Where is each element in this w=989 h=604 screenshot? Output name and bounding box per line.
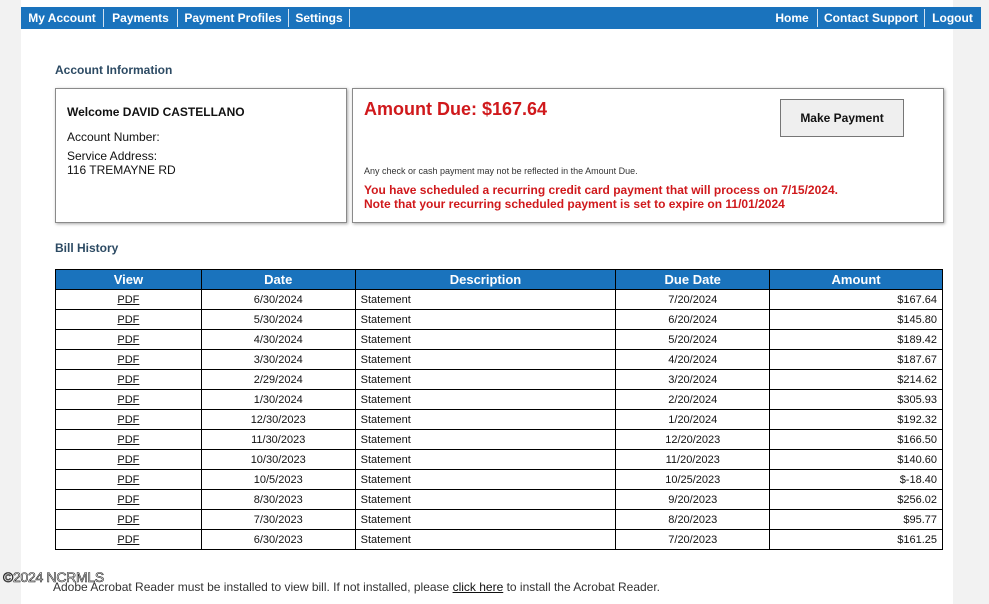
view-pdf-link[interactable]: PDF: [117, 353, 140, 366]
bill-amount-cell: $95.77: [770, 510, 943, 530]
bill-amount-cell: $214.62: [770, 370, 943, 390]
recurring-expiry-notice: Note that your recurring scheduled payment is set to expire on 11/01/2024: [364, 197, 785, 211]
bill-history-title: Bill History: [55, 241, 119, 255]
bill-date-cell: 1/30/2024: [201, 390, 355, 410]
table-row: [56, 430, 943, 450]
bill-date-cell: 3/30/2024: [201, 350, 355, 370]
bill-amount-cell: $305.93: [770, 390, 943, 410]
bill-amount-cell: $-18.40: [770, 470, 943, 490]
nav-my-account[interactable]: My Account: [28, 11, 96, 25]
nav-payment-profiles[interactable]: Payment Profiles: [184, 11, 282, 25]
bill-description-cell: Statement: [355, 330, 616, 350]
bill-due-date-cell: 4/20/2024: [616, 350, 770, 370]
bill-amount-cell: $166.50: [770, 430, 943, 450]
table-header-row: [56, 270, 943, 290]
bill-due-date-cell: 11/20/2023: [616, 450, 770, 470]
view-pdf-link[interactable]: PDF: [117, 313, 140, 326]
bill-date-cell: 6/30/2023: [201, 530, 355, 550]
column-header-view: View: [56, 270, 202, 290]
view-pdf-link[interactable]: PDF: [117, 413, 140, 426]
bill-due-date-cell: 3/20/2024: [616, 370, 770, 390]
bill-date-cell: 10/5/2023: [201, 470, 355, 490]
top-nav-bar: [21, 7, 981, 29]
bill-description-cell: Statement: [355, 310, 616, 330]
view-cell: [56, 490, 202, 510]
view-cell: [56, 330, 202, 350]
table-row: [56, 410, 943, 430]
table-row: [56, 370, 943, 390]
view-cell: [56, 430, 202, 450]
table-row: [56, 510, 943, 530]
bill-description-cell: Statement: [355, 290, 616, 310]
bill-due-date-cell: 7/20/2023: [616, 530, 770, 550]
bill-due-date-cell: 8/20/2023: [616, 510, 770, 530]
bill-description-cell: Statement: [355, 510, 616, 530]
view-cell: [56, 470, 202, 490]
bill-date-cell: 11/30/2023: [201, 430, 355, 450]
table-row: [56, 310, 943, 330]
bill-history-rows: [56, 290, 943, 550]
table-row: [56, 490, 943, 510]
bill-date-cell: 6/30/2024: [201, 290, 355, 310]
view-cell: [56, 390, 202, 410]
bill-amount-cell: $145.80: [770, 310, 943, 330]
bill-due-date-cell: 9/20/2023: [616, 490, 770, 510]
service-address-value: 116 TREMAYNE RD: [67, 163, 176, 177]
table-row: [56, 350, 943, 370]
amount-due: Amount Due: $167.64: [364, 99, 548, 119]
view-pdf-link[interactable]: PDF: [117, 513, 140, 526]
view-pdf-link[interactable]: PDF: [117, 293, 140, 306]
bill-date-cell: 2/29/2024: [201, 370, 355, 390]
view-pdf-link[interactable]: PDF: [117, 393, 140, 406]
column-header-description: Description: [355, 270, 616, 290]
acrobat-install-link[interactable]: click here: [452, 580, 504, 594]
bill-amount-cell: $161.25: [770, 530, 943, 550]
column-header-amount: Amount: [770, 270, 943, 290]
view-cell: [56, 450, 202, 470]
nav-logout[interactable]: Logout: [932, 11, 973, 25]
view-cell: [56, 290, 202, 310]
view-cell: [56, 510, 202, 530]
bill-due-date-cell: 7/20/2024: [616, 290, 770, 310]
view-pdf-link[interactable]: PDF: [117, 453, 140, 466]
acrobat-note-text: Adobe Acrobat Reader must be installed to view bill. If not installed, please: [53, 580, 453, 594]
bill-description-cell: Statement: [355, 370, 616, 390]
table-row: [56, 390, 943, 410]
bill-description-cell: Statement: [355, 390, 616, 410]
bill-description-cell: Statement: [355, 450, 616, 470]
table-row: [56, 330, 943, 350]
bill-due-date-cell: 1/20/2024: [616, 410, 770, 430]
bill-date-cell: 4/30/2024: [201, 330, 355, 350]
bill-due-date-cell: 5/20/2024: [616, 330, 770, 350]
bill-description-cell: Statement: [355, 430, 616, 450]
payment-reflection-notice: Any check or cash payment may not be reflected in the Amount Due.: [364, 166, 638, 176]
service-address-block: [67, 149, 176, 177]
column-header-date: Date: [201, 270, 355, 290]
view-pdf-link[interactable]: PDF: [117, 493, 140, 506]
nav-contact-support[interactable]: Contact Support: [824, 11, 918, 25]
bill-description-cell: Statement: [355, 350, 616, 370]
recurring-payment-notice: You have scheduled a recurring credit card payment that will process on 7/15/2024.: [364, 183, 838, 197]
view-pdf-link[interactable]: PDF: [117, 333, 140, 346]
bill-description-cell: Statement: [355, 410, 616, 430]
acrobat-reader-note: [53, 580, 660, 594]
table-row: [56, 290, 943, 310]
bill-amount-cell: $256.02: [770, 490, 943, 510]
nav-home[interactable]: Home: [775, 11, 809, 25]
bill-date-cell: 7/30/2023: [201, 510, 355, 530]
view-pdf-link[interactable]: PDF: [117, 473, 140, 486]
column-header-due-date: Due Date: [616, 270, 770, 290]
view-cell: [56, 310, 202, 330]
view-cell: [56, 410, 202, 430]
bill-date-cell: 8/30/2023: [201, 490, 355, 510]
bill-description-cell: Statement: [355, 490, 616, 510]
nav-settings[interactable]: Settings: [295, 11, 343, 25]
service-address-label: Service Address:: [67, 149, 158, 163]
bill-amount-cell: $140.60: [770, 450, 943, 470]
table-row: [56, 470, 943, 490]
view-pdf-link[interactable]: PDF: [117, 433, 140, 446]
bill-amount-cell: $187.67: [770, 350, 943, 370]
make-payment-button[interactable]: Make Payment: [780, 99, 904, 137]
bill-due-date-cell: 2/20/2024: [616, 390, 770, 410]
bill-description-cell: Statement: [355, 470, 616, 490]
bill-date-cell: 10/30/2023: [201, 450, 355, 470]
nav-divider: [349, 9, 350, 27]
view-cell: [56, 370, 202, 390]
bill-date-cell: 12/30/2023: [201, 410, 355, 430]
account-info-panel: [55, 88, 347, 223]
bill-history-table: [55, 269, 943, 550]
payment-panel: [352, 88, 944, 223]
bill-due-date-cell: 12/20/2023: [616, 430, 770, 450]
bill-due-date-cell: 6/20/2024: [616, 310, 770, 330]
view-pdf-link[interactable]: PDF: [117, 373, 140, 386]
table-row: [56, 530, 943, 550]
view-cell: [56, 350, 202, 370]
bill-due-date-cell: 10/25/2023: [616, 470, 770, 490]
bill-amount-cell: $192.32: [770, 410, 943, 430]
nav-payments[interactable]: Payments: [112, 11, 169, 25]
welcome-text: Welcome DAVID CASTELLANO: [67, 105, 245, 119]
table-row: [56, 450, 943, 470]
view-pdf-link[interactable]: PDF: [117, 533, 140, 546]
bill-description-cell: Statement: [355, 530, 616, 550]
view-cell: [56, 530, 202, 550]
bill-amount-cell: $167.64: [770, 290, 943, 310]
acrobat-note-text-end: to install the Acrobat Reader.: [503, 580, 661, 594]
account-number-label: Account Number:: [67, 130, 160, 144]
account-information-title: Account Information: [55, 63, 173, 77]
bill-date-cell: 5/30/2024: [201, 310, 355, 330]
bill-amount-cell: $189.42: [770, 330, 943, 350]
copyright-watermark: ©2024 NCRMLS: [3, 569, 104, 585]
